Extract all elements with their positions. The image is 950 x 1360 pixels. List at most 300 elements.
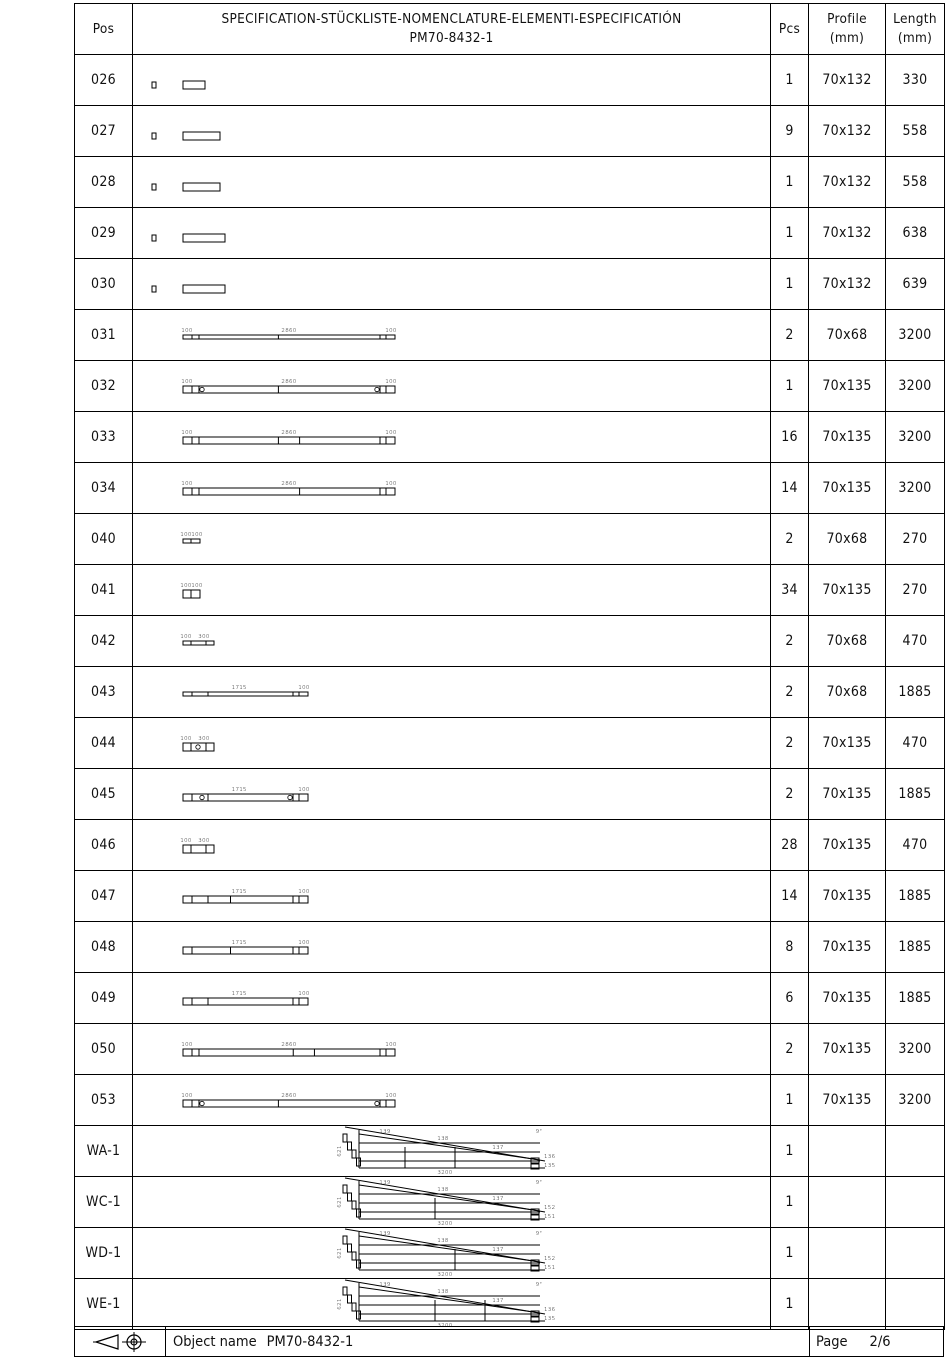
title-block [74, 1326, 944, 1357]
header-profile: Profile [827, 11, 867, 27]
end-block [183, 590, 191, 598]
length-value [886, 1126, 945, 1177]
length-value: 270 [886, 514, 945, 565]
pieces-count: 1 [771, 1126, 809, 1177]
length-value: 638 [886, 208, 945, 259]
beam-body [192, 335, 386, 339]
position-number: WA-1 [75, 1126, 133, 1177]
table-row [75, 208, 945, 259]
table-row [75, 820, 945, 871]
table-row [75, 922, 945, 973]
end-block [183, 641, 191, 645]
end-block [386, 386, 395, 393]
truss-support [348, 1244, 352, 1252]
dimension-label: 100 [181, 328, 193, 334]
table-row [75, 973, 945, 1024]
table-row [75, 463, 945, 514]
truss-support [343, 1134, 347, 1142]
length-value: 270 [886, 565, 945, 616]
dimension-label: 100 [385, 379, 397, 385]
end-block [183, 1100, 192, 1107]
position-number: WD-1 [75, 1228, 133, 1279]
table-row [75, 1177, 945, 1228]
position-number: WC-1 [75, 1177, 133, 1228]
dimension-label: 621 [337, 1196, 343, 1208]
profile-size: 70x68 [809, 310, 886, 361]
part-sketch-cell [133, 667, 771, 718]
object-name-value: PM70-8432-1 [266, 1333, 354, 1350]
position-number: 030 [75, 259, 133, 310]
table-row [75, 565, 945, 616]
end-block [183, 896, 192, 903]
page-number: 2/6 [869, 1333, 891, 1350]
part-sketch-cell [133, 718, 771, 769]
dimension-label: 100 [181, 481, 193, 487]
truss-member [359, 1134, 540, 1160]
profile-size: 70x135 [809, 973, 886, 1024]
end-block [191, 539, 200, 543]
end-view [152, 286, 156, 292]
drill-mark [200, 387, 204, 391]
pieces-count: 1 [771, 208, 809, 259]
specification-sheet [74, 3, 944, 1357]
truss-support [343, 1287, 347, 1295]
dimension-label: 135 [544, 1163, 556, 1169]
part-sketch-cell [133, 769, 771, 820]
end-block [386, 335, 395, 339]
position-number: 028 [75, 157, 133, 208]
pieces-count: 1 [771, 1228, 809, 1279]
dimension-label: 1715 [231, 889, 247, 895]
dimension-label: 300 [198, 838, 210, 844]
beam-body [192, 488, 386, 495]
truss-top-chord [345, 1280, 545, 1314]
profile-size: 70x135 [809, 1075, 886, 1126]
length-value: 1885 [886, 973, 945, 1024]
part-sketch-cell [133, 157, 771, 208]
length-value: 3200 [886, 310, 945, 361]
end-view [152, 82, 156, 88]
dimension-label: 139 [379, 1231, 391, 1237]
end-block [183, 539, 191, 543]
dimension-label: 100 [385, 1042, 397, 1048]
part-sketch [133, 973, 771, 1023]
profile-size [809, 1279, 886, 1330]
truss-member [359, 1287, 540, 1313]
profile-size: 70x132 [809, 259, 886, 310]
dimension-label: 100 [180, 838, 192, 844]
dimension-label: 100 [181, 379, 193, 385]
length-value: 3200 [886, 463, 945, 514]
dimension-label: 300 [198, 634, 210, 640]
end-block [299, 896, 308, 903]
pieces-count: 1 [771, 1075, 809, 1126]
end-block [183, 488, 192, 495]
beam-body [192, 386, 386, 393]
dimension-label: 100 [180, 583, 192, 589]
dimension-label: 151 [544, 1265, 556, 1271]
object-name-label: Object name [173, 1333, 257, 1350]
pieces-count: 2 [771, 310, 809, 361]
pieces-count: 6 [771, 973, 809, 1024]
position-number: 042 [75, 616, 133, 667]
profile-size: 70x135 [809, 463, 886, 514]
profile-size: 70x135 [809, 565, 886, 616]
length-value: 558 [886, 106, 945, 157]
specification-table [74, 3, 945, 1330]
dimension-label: 152 [544, 1256, 556, 1262]
dimension-label: 9° [535, 1231, 543, 1237]
drill-mark [375, 387, 379, 391]
pieces-count: 1 [771, 361, 809, 412]
part-sketch [133, 55, 771, 105]
part-outline [183, 132, 220, 140]
part-sketch [133, 1177, 771, 1227]
dimension-label: 100 [180, 634, 192, 640]
part-sketch-cell [133, 1024, 771, 1075]
pieces-count: 1 [771, 157, 809, 208]
position-number: WE-1 [75, 1279, 133, 1330]
part-sketch [133, 1075, 771, 1125]
page-field [810, 1327, 943, 1356]
part-body [191, 641, 206, 645]
part-sketch-cell [133, 259, 771, 310]
pieces-count: 2 [771, 667, 809, 718]
position-number: 029 [75, 208, 133, 259]
truss-support [348, 1295, 352, 1303]
dimension-label: 100 [298, 991, 310, 997]
page-label: Page [816, 1333, 848, 1350]
dimension-label: 100 [191, 532, 203, 538]
part-sketch-cell [133, 820, 771, 871]
dimension-label: 100 [181, 1093, 193, 1099]
dimension-label: 300 [198, 736, 210, 742]
table-row [75, 157, 945, 208]
pieces-count: 1 [771, 55, 809, 106]
part-sketch-cell [133, 1075, 771, 1126]
position-number: 049 [75, 973, 133, 1024]
dimension-label: 9° [535, 1180, 543, 1186]
table-row [75, 514, 945, 565]
part-sketch [133, 718, 771, 768]
truss-top-chord [345, 1229, 545, 1263]
end-block [183, 692, 192, 696]
dimension-label: 621 [337, 1247, 343, 1259]
end-block [183, 998, 192, 1005]
pieces-count: 2 [771, 1024, 809, 1075]
part-body [191, 743, 206, 751]
part-sketch-cell [133, 412, 771, 463]
end-block [183, 743, 191, 751]
dimension-label: 1715 [231, 991, 247, 997]
part-sketch-cell [133, 1126, 771, 1177]
profile-size: 70x132 [809, 55, 886, 106]
table-row [75, 871, 945, 922]
position-number: 034 [75, 463, 133, 514]
length-value: 1885 [886, 769, 945, 820]
dimension-label: 139 [379, 1180, 391, 1186]
dimension-label: 100 [191, 583, 203, 589]
pieces-count: 1 [771, 1177, 809, 1228]
profile-size: 70x135 [809, 412, 886, 463]
end-block [386, 488, 395, 495]
dimension-label: 138 [437, 1187, 449, 1193]
part-sketch-cell [133, 208, 771, 259]
drill-mark [200, 795, 204, 799]
pieces-count: 28 [771, 820, 809, 871]
end-block [386, 437, 395, 444]
dimension-label: 100 [298, 685, 310, 691]
end-block [183, 1049, 192, 1056]
profile-size: 70x132 [809, 157, 886, 208]
length-value: 470 [886, 718, 945, 769]
part-sketch [133, 463, 771, 513]
truss-support [348, 1142, 352, 1150]
dimension-label: 136 [544, 1154, 556, 1160]
end-block [191, 590, 200, 598]
pieces-count: 1 [771, 1279, 809, 1330]
position-number: 033 [75, 412, 133, 463]
profile-size: 70x135 [809, 1024, 886, 1075]
profile-size: 70x132 [809, 106, 886, 157]
truss-support [343, 1185, 347, 1193]
part-sketch [133, 616, 771, 666]
dimension-label: 100 [385, 481, 397, 487]
table-row [75, 1024, 945, 1075]
dimension-label: 2860 [281, 1093, 297, 1099]
dimension-label: 621 [337, 1145, 343, 1157]
dimension-label: 138 [437, 1289, 449, 1295]
dimension-label: 100 [298, 889, 310, 895]
pieces-count: 2 [771, 616, 809, 667]
beam-body [192, 1100, 386, 1107]
drill-mark [288, 795, 292, 799]
part-sketch-cell [133, 871, 771, 922]
part-sketch [133, 871, 771, 921]
end-block [299, 998, 308, 1005]
header-doc-number: PM70-8432-1 [409, 30, 494, 46]
end-view [152, 235, 156, 241]
truss-support [352, 1303, 356, 1311]
table-row [75, 667, 945, 718]
dimension-label: 9° [535, 1282, 543, 1288]
length-value: 558 [886, 157, 945, 208]
part-sketch [133, 565, 771, 615]
end-block [206, 743, 214, 751]
truss-member [359, 1236, 540, 1262]
part-sketch [133, 820, 771, 870]
end-block [386, 1049, 395, 1056]
dimension-label: 2860 [281, 379, 297, 385]
dimension-label: 100 [180, 736, 192, 742]
pieces-count: 34 [771, 565, 809, 616]
header-profile-unit: (mm) [829, 30, 865, 46]
part-sketch-cell [133, 55, 771, 106]
end-block [299, 692, 308, 696]
dimension-label: 137 [492, 1196, 504, 1202]
truss-support [343, 1236, 347, 1244]
part-sketch [133, 1228, 771, 1278]
pieces-count: 16 [771, 412, 809, 463]
dimension-label: 100 [298, 787, 310, 793]
part-sketch [133, 157, 771, 207]
part-sketch-cell [133, 1279, 771, 1330]
part-sketch [133, 310, 771, 360]
dimension-label: 2860 [281, 481, 297, 487]
dimension-label: 1715 [231, 787, 247, 793]
part-outline [183, 285, 225, 293]
end-block [183, 437, 192, 444]
position-number: 053 [75, 1075, 133, 1126]
part-sketch-cell [133, 973, 771, 1024]
truss-member [359, 1185, 540, 1211]
part-sketch [133, 1126, 771, 1176]
pieces-count: 14 [771, 871, 809, 922]
profile-size: 70x68 [809, 616, 886, 667]
table-row [75, 1228, 945, 1279]
position-number: 048 [75, 922, 133, 973]
object-name-field [166, 1327, 810, 1356]
end-block [386, 1100, 395, 1107]
part-sketch [133, 412, 771, 462]
truss-support [352, 1252, 356, 1260]
length-value: 330 [886, 55, 945, 106]
dimension-label: 2860 [281, 1042, 297, 1048]
end-block [299, 794, 308, 801]
table-row [75, 1075, 945, 1126]
pieces-count: 1 [771, 259, 809, 310]
dimension-label: 100 [180, 532, 192, 538]
position-number: 046 [75, 820, 133, 871]
table-row [75, 106, 945, 157]
profile-size: 70x135 [809, 718, 886, 769]
profile-size: 70x135 [809, 820, 886, 871]
dimension-label: 100 [181, 430, 193, 436]
table-row [75, 361, 945, 412]
header-pcs: Pcs [771, 4, 809, 55]
end-view [152, 184, 156, 190]
truss-top-chord [345, 1178, 545, 1212]
part-sketch-cell [133, 463, 771, 514]
position-number: 050 [75, 1024, 133, 1075]
pieces-count: 9 [771, 106, 809, 157]
profile-size: 70x135 [809, 922, 886, 973]
dimension-label: 1715 [231, 940, 247, 946]
pieces-count: 8 [771, 922, 809, 973]
dimension-label: 137 [492, 1145, 504, 1151]
pieces-count: 2 [771, 769, 809, 820]
part-sketch [133, 514, 771, 564]
part-body [191, 845, 206, 853]
table-row [75, 616, 945, 667]
dimension-label: 2860 [281, 430, 297, 436]
dimension-label: 139 [379, 1282, 391, 1288]
pieces-count: 2 [771, 718, 809, 769]
length-value [886, 1177, 945, 1228]
dimension-label: 100 [385, 1093, 397, 1099]
length-value: 470 [886, 616, 945, 667]
dimension-label: 9° [535, 1129, 543, 1135]
length-value: 1885 [886, 667, 945, 718]
table-row [75, 1279, 945, 1330]
part-outline [183, 234, 225, 242]
part-outline [183, 81, 205, 89]
dimension-label: 3200 [437, 1221, 453, 1227]
position-number: 043 [75, 667, 133, 718]
header-length-cell [886, 4, 945, 55]
position-number: 045 [75, 769, 133, 820]
dimension-label: 1715 [231, 685, 247, 691]
part-sketch [133, 361, 771, 411]
profile-size: 70x68 [809, 667, 886, 718]
position-number: 026 [75, 55, 133, 106]
table-row [75, 1126, 945, 1177]
drill-mark [375, 1101, 379, 1105]
dimension-label: 151 [544, 1214, 556, 1220]
part-sketch-cell [133, 1177, 771, 1228]
dimension-label: 138 [437, 1136, 449, 1142]
profile-size: 70x135 [809, 361, 886, 412]
length-value: 470 [886, 820, 945, 871]
header-title-cell [133, 4, 771, 55]
dimension-label: 100 [298, 940, 310, 946]
end-block [206, 845, 214, 853]
dimension-label: 100 [181, 1042, 193, 1048]
profile-size: 70x68 [809, 514, 886, 565]
truss-support [348, 1193, 352, 1201]
table-row [75, 718, 945, 769]
part-sketch [133, 106, 771, 156]
part-sketch [133, 667, 771, 717]
dimension-label: 100 [385, 430, 397, 436]
drill-mark [196, 745, 200, 749]
length-value: 1885 [886, 871, 945, 922]
part-sketch [133, 208, 771, 258]
truss-top-chord [345, 1127, 545, 1161]
part-sketch [133, 259, 771, 309]
part-sketch-cell [133, 106, 771, 157]
header-length: Length [893, 11, 937, 27]
end-block [299, 947, 308, 954]
part-sketch-cell [133, 616, 771, 667]
drill-mark [200, 1101, 204, 1105]
profile-size [809, 1177, 886, 1228]
dimension-label: 135 [544, 1316, 556, 1322]
part-outline [183, 183, 220, 191]
truss-support [352, 1150, 356, 1158]
position-number: 041 [75, 565, 133, 616]
part-sketch-cell [133, 310, 771, 361]
length-value: 639 [886, 259, 945, 310]
position-number: 027 [75, 106, 133, 157]
part-sketch [133, 1279, 771, 1329]
profile-size [809, 1228, 886, 1279]
profile-size: 70x132 [809, 208, 886, 259]
position-number: 047 [75, 871, 133, 922]
dimension-label: 137 [492, 1247, 504, 1253]
position-number: 031 [75, 310, 133, 361]
projection-symbol-icon [75, 1327, 166, 1356]
end-block [206, 641, 214, 645]
part-sketch-cell [133, 1228, 771, 1279]
part-sketch-cell [133, 922, 771, 973]
position-number: 032 [75, 361, 133, 412]
dimension-label: 621 [337, 1298, 343, 1310]
dimension-label: 138 [437, 1238, 449, 1244]
table-row [75, 769, 945, 820]
end-block [183, 794, 192, 801]
end-block [183, 947, 192, 954]
